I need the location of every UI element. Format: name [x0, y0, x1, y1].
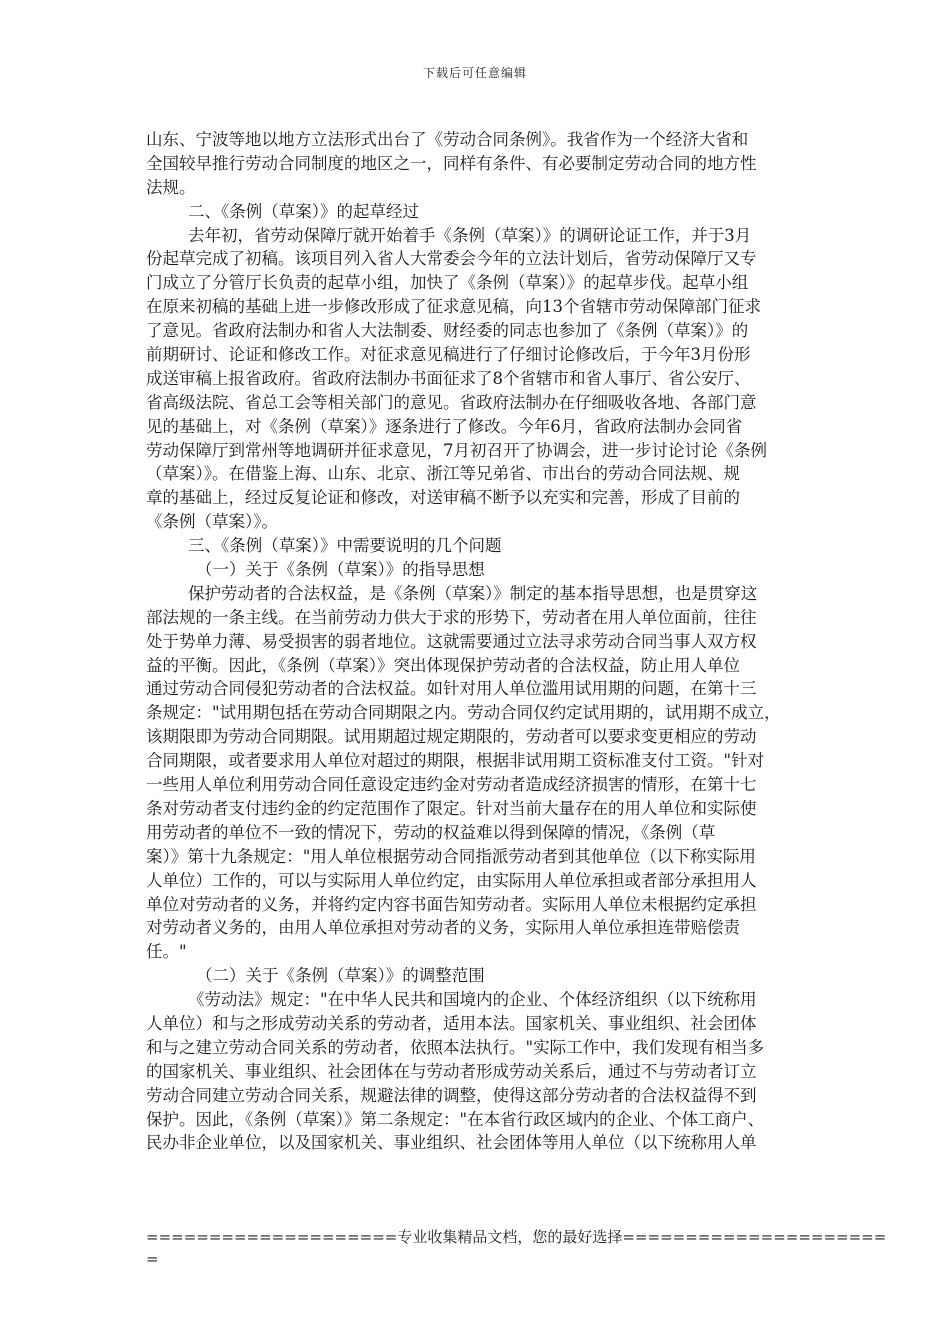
- document-body: [146, 128, 806, 1155]
- text-line: 见的基础上，对《条例（草案）》逐条进行了修改。今年6月，省政府法制办会同省: [146, 416, 743, 436]
- text-line: 省高级法院、省总工会等相关部门的意见。省政府法制办在仔细吸收各地、各部门意: [146, 392, 757, 412]
- text-line: 门成立了分管厅长负责的起草小组，加快了《条例（草案）》的起草步伐。起草小组: [146, 273, 749, 293]
- text-line: 二、《条例（草案）》的起草经过: [188, 201, 419, 221]
- text-line: 全国较早推行劳动合同制度的地区之一，同样有条件、有必要制定劳动合同的地方性: [146, 153, 757, 173]
- text-line: 对劳动者义务的，由用人单位承担对劳动者的义务，实际用人单位承担连带赔偿责: [146, 918, 740, 938]
- text-line: 法规。: [146, 177, 196, 197]
- text-line: 成送审稿上报省政府。省政府法制办书面征求了8个省辖市和省人事厅、省公安厅、: [146, 368, 751, 388]
- text-line: 章的基础上，经过反复论证和修改，对送审稿不断予以充实和完善，形成了目前的: [146, 488, 740, 508]
- page-footer: [146, 1226, 887, 1270]
- text-line: 三、《条例（草案）》中需要说明的几个问题: [188, 536, 502, 556]
- text-line: 的国家机关、事业组织、社会团体在与劳动者形成劳动关系后，通过不与劳动者订立: [146, 1061, 757, 1081]
- text-line: 部法规的一条主线。在当前劳动力供大于求的形势下，劳动者在用人单位面前，往往: [146, 607, 757, 627]
- text-line: 人单位）和与之形成劳动关系的劳动者，适用本法。国家机关、事业组织、社会团体: [146, 1013, 757, 1033]
- footer-line: =: [146, 1250, 159, 1268]
- text-line: 劳动合同建立劳动合同关系，规避法律的调整，使得这部分劳动者的合法权益得不到: [146, 1085, 757, 1105]
- text-line: 保护劳动者的合法权益，是《条例（草案）》制定的基本指导思想，也是贯穿这: [188, 583, 758, 603]
- text-line: 人单位）工作的，可以与实际用人单位约定，由实际用人单位承担或者部分承担用人: [146, 870, 757, 890]
- text-line: 该期限即为劳动合同期限。试用期超过规定期限的，劳动者可以要求变更相应的劳动: [146, 727, 757, 747]
- text-line: 劳动保障厅到常州等地调研并征求意见，7月初召开了协调会，进一步讨论讨论《条例: [146, 440, 767, 460]
- text-line: （一）关于《条例（草案）》的指导思想: [196, 560, 485, 580]
- text-line: 通过劳动合同侵犯劳动者的合法权益。如针对用人单位滥用试用期的问题，在第十三: [146, 679, 757, 699]
- text-line: （二）关于《条例（草案）》的调整范围: [196, 966, 485, 986]
- text-line: 处于势单力薄、易受损害的弱者地位。这就需要通过立法寻求劳动合同当事人双方权: [146, 631, 757, 651]
- text-line: 和与之建立劳动合同关系的劳动者，依照本法执行。"实际工作中，我们发现有相当多: [146, 1037, 765, 1057]
- text-line: 益的平衡。因此，《条例（草案）》突出体现保护劳动者的合法权益，防止用人单位: [146, 655, 740, 675]
- text-line: 任。": [146, 942, 187, 962]
- text-line: 单位对劳动者的义务，并将约定内容书面告知劳动者。实际用人单位未根据约定承担: [146, 894, 757, 914]
- text-line: 民办非企业单位，以及国家机关、事业组织、社会团体等用人单位（以下统称用人单: [146, 1133, 757, 1153]
- text-line: 保护。因此，《条例（草案）》第二条规定："在本省行政区域内的企业、个体工商户、: [146, 1109, 765, 1129]
- text-line: 用劳动者的单位不一致的情况下，劳动的权益难以得到保障的情况，《条例（草: [146, 822, 716, 842]
- text-line: 份起草完成了初稿。该项目列入省人大常委会今年的立法计划后，省劳动保障厅又专: [146, 249, 757, 269]
- text-line: 一些用人单位利用劳动合同任意设定违约金对劳动者造成经济损害的情形，在第十七: [146, 775, 757, 795]
- text-line: 案）》第十九条规定："用人单位根据劳动合同指派劳动者到其他单位（以下称实际用: [146, 846, 756, 866]
- text-line: 在原来初稿的基础上进一步修改形成了征求意见稿，向13个省辖市劳动保障部门征求: [146, 297, 761, 317]
- text-line: （草案）》。在借鉴上海、山东、北京、浙江等兄弟省、市出台的劳动合同法规、规: [146, 464, 740, 484]
- text-line: 条规定："试用期包括在劳动合同期限之内。劳动合同仅约定试用期的，试用期不成立，: [146, 703, 781, 723]
- text-line: 《条例（草案）》。: [146, 512, 278, 532]
- text-line: 山东、宁波等地以地方立法形式出台了《劳动合同条例》。我省作为一个经济大省和: [146, 130, 749, 149]
- text-line: 前期研讨、论证和修改工作。对征求意见稿进行了仔细讨论修改后，于今年3月份形: [146, 345, 751, 365]
- text-line: 了意见。省政府法制办和省人大法制委、财经委的同志也参加了《条例（草案）》的: [146, 321, 749, 341]
- text-line: 《劳动法》规定："在中华人民共和国境内的企业、个体经济组织（以下统称用: [188, 990, 757, 1010]
- text-line: 去年初，省劳动保障厅就开始着手《条例（草案）》的调研论证工作，并于3月: [188, 225, 752, 245]
- page-header: 下载后可任意编辑: [422, 66, 527, 80]
- text-line: 条对劳动者支付违约金的约定范围作了限定。针对当前大量存在的用人单位和实际使: [146, 798, 757, 818]
- footer-line: ====================专业收集精品文档，您的最好选择=====================: [146, 1228, 887, 1246]
- text-line: 合同期限，或者要求用人单位对超过的期限，根据非试用期工资标准支付工资。"针对: [146, 751, 765, 771]
